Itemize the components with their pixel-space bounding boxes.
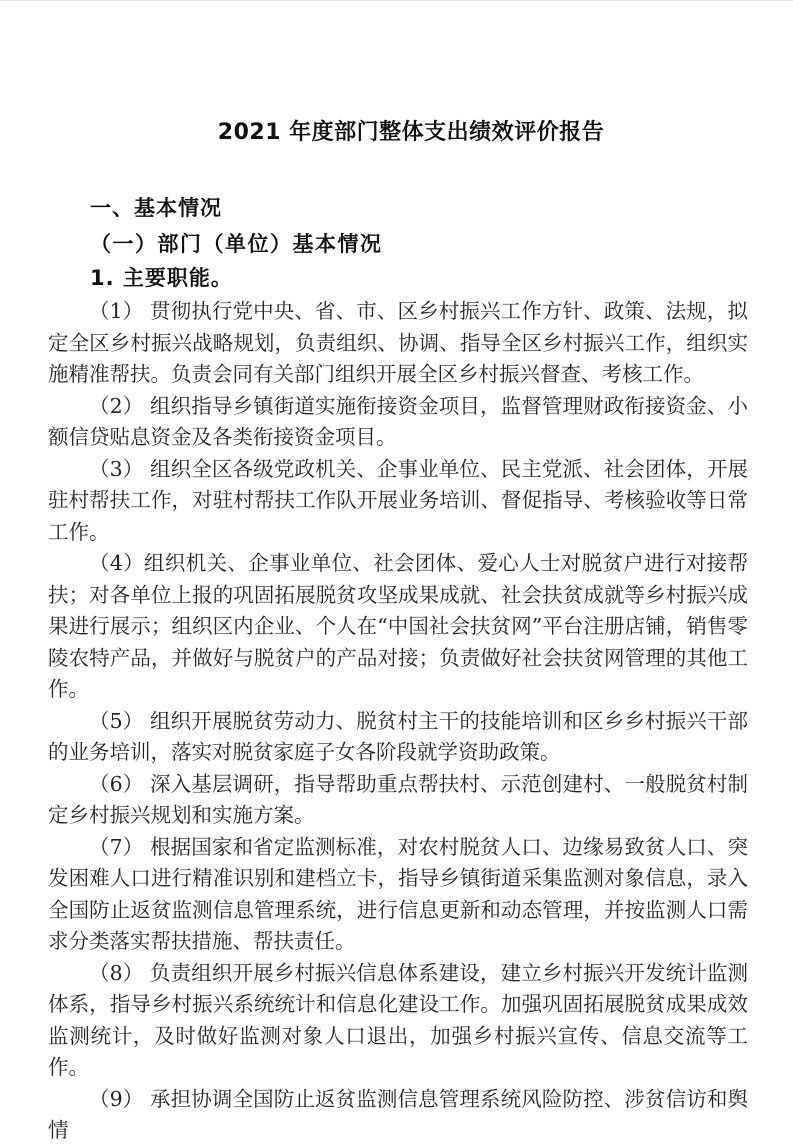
heading-item-main-functions: 1. 主要职能。 [90, 266, 233, 290]
paragraph-function-8: （8） 负责组织开展乡村振兴信息体系建设，建立乡村振兴开发统计监测体系，指导乡村振兴系统统计和信息化建设工作。加强巩固拓展脱贫成果成效监测统计，及时做好监测对象人口退出，加强乡村振兴宣传、信息交流等工作。 [48, 960, 748, 1079]
document-title: 2021 年度部门整体支出绩效评价报告 [217, 120, 605, 145]
main-functions-list [48, 296, 748, 1147]
heading-subsection-department-basic-situation: （一）部门（单位）基本情况 [90, 231, 383, 256]
paragraph-function-4: （4）组织机关、企事业单位、社会团体、爱心人士对脱贫户进行对接帮扶；对各单位上报的巩固拓展脱贫攻坚成果成就、社会扶贫成就等乡村振兴成果进行展示；组织区内企业、个人在“中国社会扶贫网”平台注册店铺，销售零陵农特产品，并做好与脱贫户的产品对接；负责做好社会扶贫网管理的其他工作。 [48, 551, 748, 701]
paragraph-function-1: （1） 贯彻执行党中央、省、市、区乡村振兴工作方针、政策、法规，拟定全区乡村振兴战略规划，负责组织、协调、指导全区乡村振兴工作，组织实施精准帮扶。负责会同有关部门组织开展全区乡村振兴督查、考核工作。 [48, 299, 748, 386]
paragraph-function-5: （5） 组织开展脱贫劳动力、脱贫村主干的技能培训和区乡乡村振兴干部的业务培训，落实对脱贫家庭子女各阶段就学资助政策。 [48, 708, 748, 764]
heading-section-basic-situation: 一、基本情况 [90, 196, 222, 220]
document-page [0, 1, 793, 1142]
paragraph-function-3: （3） 组织全区各级党政机关、企事业单位、民主党派、社会团体，开展驻村帮扶工作，对驻村帮扶工作队开展业务培训、督促指导、考核验收等日常工作。 [48, 456, 748, 544]
paragraph-function-7: （7） 根据国家和省定监测标准，对农村脱贫人口、边缘易致贫人口、突发困难人口进行精准识别和建档立卡，指导乡镇街道采集监测对象信息，录入全国防止返贫监测信息管理系统，进行信息更新和动态管理，并按监测人口需求分类落实帮扶措施、帮扶责任。 [48, 834, 748, 953]
paragraph-function-2: （2） 组织指导乡镇街道实施衔接资金项目，监督管理财政衔接资金、小额信贷贴息资金及各类衔接资金项目。 [48, 393, 748, 449]
paragraph-function-9-truncated: （9） 承担协调全国防止返贫监测信息管理系统风险防控、涉贫信访和舆情 [48, 1086, 748, 1142]
paragraph-function-6: （6） 深入基层调研，指导帮助重点帮扶村、示范创建村、一般脱贫村制定乡村振兴规划和实施方案。 [48, 771, 748, 827]
